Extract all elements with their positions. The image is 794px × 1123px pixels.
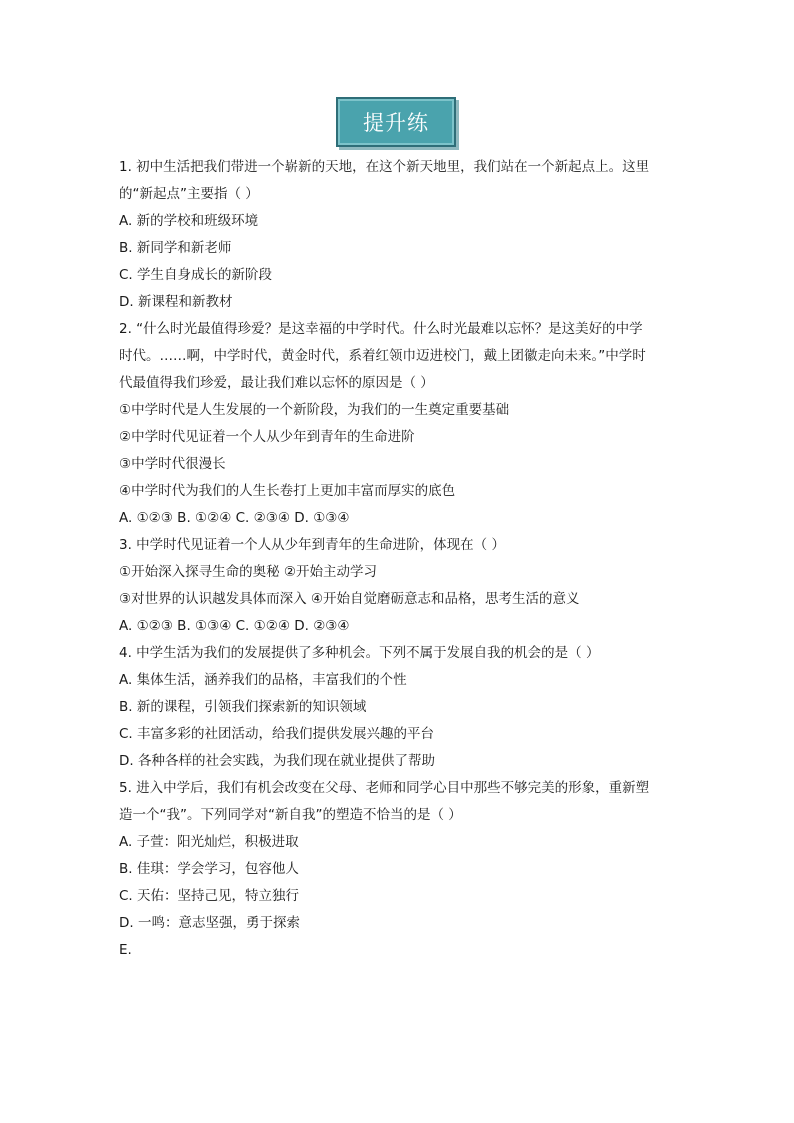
statement-line: ③中学时代很漫长 [119, 456, 226, 472]
text-line: 4. 中学生活为我们的发展提供了多种机会。下列不属于发展自我的机会的是（ ） [119, 645, 600, 661]
option-line: D. 一鸣：意志坚强，勇于探索 [119, 915, 300, 931]
option-line: C. 学生自身成长的新阶段 [119, 267, 273, 283]
text-line: 的“新起点”主要指（ ） [119, 186, 259, 202]
statement-line: ④中学时代为我们的人生长卷打上更加丰富而厚实的底色 [119, 483, 456, 499]
section-title: 提升练 [363, 111, 429, 135]
option-line: A. 集体生活，涵养我们的品格，丰富我们的个性 [119, 672, 407, 688]
text-line: 代最值得我们珍爱，最让我们难以忘怀的原因是（ ） [119, 375, 434, 391]
text-line: 时代。……啊，中学时代，黄金时代，系着红领巾迈进校门，戴上团徽走向未来。”中学时 [119, 348, 646, 364]
statement-line: ③对世界的认识越发具体而深入 ④开始自觉磨砺意志和品格，思考生活的意义 [119, 591, 580, 607]
section-title-box [336, 97, 456, 147]
text-line: 2. “什么时光最值得珍爱？是这幸福的中学时代。什么时光最难以忘怀？是这美好的中学 [119, 321, 643, 337]
statement-line: ②中学时代见证着一个人从少年到青年的生命进阶 [119, 429, 415, 445]
option-line: D. 各种各样的社会实践，为我们现在就业提供了帮助 [119, 753, 435, 769]
statement-line: ①开始深入探寻生命的奥秘 ②开始主动学习 [119, 564, 377, 580]
option-line: A. ①②③ B. ①③④ C. ①②④ D. ②③④ [119, 618, 350, 634]
option-line: D. 新课程和新教材 [119, 294, 233, 310]
option-line: A. 子萱：阳光灿烂，积极进取 [119, 834, 299, 850]
option-line: B. 新的课程，引领我们探索新的知识领域 [119, 699, 367, 715]
question-content [119, 154, 679, 964]
text-line: 3. 中学时代见证着一个人从少年到青年的生命进阶，体现在（ ） [119, 537, 505, 553]
text-line: 造一个“我”。下列同学对“新自我”的塑造不恰当的是（ ） [119, 807, 462, 823]
option-line: C. 丰富多彩的社团活动，给我们提供发展兴趣的平台 [119, 726, 435, 742]
text-line: 1. 初中生活把我们带进一个崭新的天地，在这个新天地里，我们站在一个新起点上。这里 [119, 159, 650, 175]
text-line: 5. 进入中学后，我们有机会改变在父母、老师和同学心目中那些不够完美的形象，重新塑 [119, 780, 650, 796]
option-line: B. 佳琪：学会学习，包容他人 [119, 861, 299, 877]
option-line: E. [119, 942, 132, 958]
option-line: C. 天佑：坚持己见，特立独行 [119, 888, 300, 904]
option-line: B. 新同学和新老师 [119, 240, 232, 256]
option-line: A. 新的学校和班级环境 [119, 213, 259, 229]
option-line: A. ①②③ B. ①②④ C. ②③④ D. ①③④ [119, 510, 350, 526]
statement-line: ①中学时代是人生发展的一个新阶段，为我们的一生奠定重要基础 [119, 402, 510, 418]
